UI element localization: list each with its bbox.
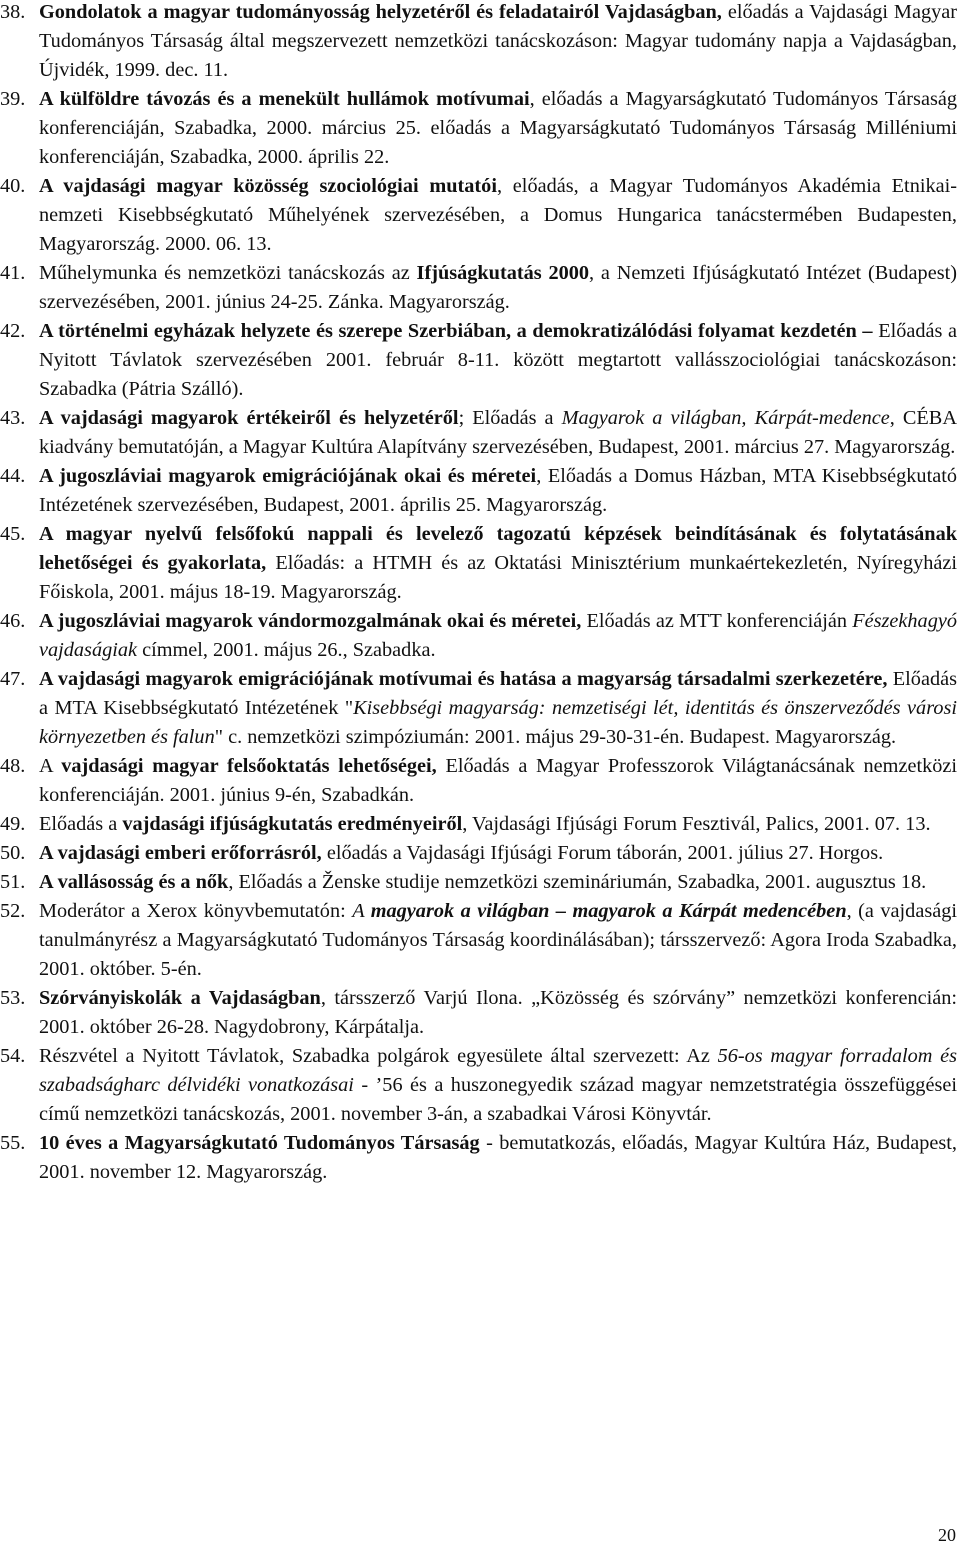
item-number: 52. xyxy=(0,900,26,922)
item-title: vajdasági ifjúságkutatás eredményeiről xyxy=(122,813,463,835)
list-item xyxy=(0,317,957,404)
item-number: 41. xyxy=(0,262,26,284)
item-text: előadás a Vajdasági Ifjúsági Forum táborán, 2001. július 27. Horgos. xyxy=(321,842,884,864)
item-text: , a Nemzeti Ifjúságkutató Intézet (Budapest) szervezésében, 2001. június 24-25. Zánka. Magyarország. xyxy=(39,262,957,313)
item-text: , előadás a Magyarságkutató Tudományos Társaság konferenciáján, Szabadka, 2000. március 25. előadás a Magyarságkutató Tudományos Társaság Milléniumi konferenciáján, Szabadka, 2000. április 22. xyxy=(39,88,957,168)
item-text: Előadás a Nyitott Távlatok szervezésében 2001. február 8-11. között megtartott vallásszociológiai tanácskozáson: Szabadka (Pátria Szálló). xyxy=(39,320,958,400)
item-text: Előadás a MTA Kisebbségkutató Intézetének " xyxy=(39,668,957,719)
item-text: Előadás a xyxy=(39,813,123,835)
item-number: 39. xyxy=(0,88,26,110)
item-text: , Előadás a Domus Házban, MTA Kisebbségkutató Intézetének szervezésében, Budapest, 2001. április 25. Magyarország. xyxy=(39,465,957,516)
item-text: Kisebbségi magyarság: nemzetiségi lét, identitás és önszerveződés városi környezetben és falun xyxy=(39,697,957,748)
item-text: Fészekhagyó vajdaságiak xyxy=(39,610,957,661)
list-item xyxy=(0,810,957,839)
list-item xyxy=(0,839,957,868)
item-text: , Előadás a Ženske studije nemzetközi szemináriumán, Szabadka, 2001. augusztus 18. xyxy=(228,871,927,893)
item-text: A xyxy=(352,900,371,922)
item-title: A történelmi egyházak helyzete és szerepe Szerbiában, a demokratizálódási folyamat kezdetén – xyxy=(39,320,873,342)
item-number: 48. xyxy=(0,755,26,777)
item-title: A vajdasági magyarok értékeiről és helyzetéről xyxy=(39,407,459,429)
item-text: , Vajdasági Ifjúsági Forum Fesztivál, Palics, 2001. 07. 13. xyxy=(462,813,931,835)
item-title: A jugoszláviai magyarok emigrációjának okai és méretei xyxy=(39,465,537,487)
item-title: vajdasági magyar felsőoktatás lehetőségei, xyxy=(61,755,437,777)
item-title: A vajdasági emberi erőforrásról, xyxy=(39,842,322,864)
item-text: Előadás az MTT konferenciáján xyxy=(581,610,853,632)
item-text: - ’56 és a huszonegyedik század magyar nemzetstratégia összefüggései című nemzetközi tanácskozás, 2001. november 3-án, a szabadkai Városi Könyvtár. xyxy=(39,1074,957,1125)
item-title: A vallásosság és a nők xyxy=(39,871,229,893)
item-number: 43. xyxy=(0,407,26,429)
list-item xyxy=(0,462,957,520)
list-item xyxy=(0,1042,957,1129)
item-title: A magyar nyelvű felsőfokú nappali és levelező tagozatú képzések beindításának és folytatásának lehetőségei és gyakorlata, xyxy=(39,523,957,574)
list-item xyxy=(0,752,957,810)
item-title: 10 éves a Magyarságkutató Tudományos Társaság xyxy=(39,1132,480,1154)
list-item xyxy=(0,259,957,317)
list-item xyxy=(0,404,957,462)
item-text: előadás a Vajdasági Magyar Tudományos Társaság által megszervezett nemzetközi tanácskozáson: Magyar tudomány napja a Vajdaságban, Újvidék, 1999. dec. 11. xyxy=(39,1,957,81)
list-item xyxy=(0,868,957,897)
item-number: 54. xyxy=(0,1045,26,1067)
list-item xyxy=(0,1129,957,1187)
item-text: " c. nemzetközi szimpóziumán: 2001. május 29-30-31-én. Budapest. Magyarország. xyxy=(214,726,897,748)
list-item xyxy=(0,897,957,984)
item-title: magyarok a világban – magyarok a Kárpát medencében xyxy=(370,900,847,922)
list-item xyxy=(0,665,957,752)
list-item xyxy=(0,984,957,1042)
item-text: , CÉBA kiadvány bemutatóján, a Magyar Kultúra Alapítvány szervezésében, Budapest, 2001. március 27. Magyarország. xyxy=(39,407,957,458)
item-text: 56-os magyar forradalom és szabadságharc délvidéki vonatkozásai xyxy=(39,1045,957,1096)
item-text: , (a vajdasági tanulmányrész a Magyarságkutató Tudományos Társaság koordinálásában); társszervező: Agora Iroda Szabadka, 2001. október. 5-én. xyxy=(39,900,957,980)
item-title: Ifjúságkutatás 2000 xyxy=(416,262,590,284)
item-text: , társszerző Varjú Ilona. „Közösség és szórvány” nemzetközi konferencián: 2001. október 26-28. Nagydobrony, Kárpátalja. xyxy=(39,987,957,1038)
page-number: 20 xyxy=(938,1525,956,1545)
item-number: 53. xyxy=(0,987,26,1009)
item-title: A jugoszláviai magyarok vándormozgalmának okai és méretei, xyxy=(39,610,582,632)
item-text: Részvétel a Nyitott Távlatok, Szabadka polgárok egyesülete által szervezett: Az xyxy=(39,1045,718,1067)
item-text: Moderátor a Xerox könyvbemutatón: xyxy=(39,900,353,922)
item-text: Műhelymunka és nemzetközi tanácskozás az xyxy=(39,262,417,284)
item-text: ; Előadás a xyxy=(458,407,562,429)
item-title: A vajdasági magyarok emigrációjának motívumai és hatása a magyarság társadalmi szerkezetére, xyxy=(39,668,888,690)
list-item xyxy=(0,0,957,85)
item-title: Szórványiskolák a Vajdaságban xyxy=(39,987,321,1009)
item-text: A xyxy=(39,755,62,777)
item-title: A vajdasági magyar közösség szociológiai mutatói xyxy=(39,175,497,197)
item-number: 44. xyxy=(0,465,26,487)
item-text: Előadás: a HTMH és az Oktatási Minisztérium munkaértekezletén, Nyíregyházi Főiskola, 2001. május 18-19. Magyarország. xyxy=(39,552,957,603)
item-text: - bemutatkozás, előadás, Magyar Kultúra Ház, Budapest, 2001. november 12. Magyarország. xyxy=(39,1132,957,1183)
list-item xyxy=(0,520,957,607)
item-number: 50. xyxy=(0,842,26,864)
item-number: 55. xyxy=(0,1132,26,1154)
item-number: 47. xyxy=(0,668,26,690)
list-item xyxy=(0,172,957,259)
item-number: 42. xyxy=(0,320,26,342)
item-text: , előadás, a Magyar Tudományos Akadémia Etnikai-nemzeti Kisebbségkutató Műhelyének szervezésében, a Domus Hungarica tanácstermében Budapesten, Magyarország. 2000. 06. 13. xyxy=(39,175,957,255)
item-title: Gondolatok a magyar tudományosság helyzetéről és feladatairól Vajdaságban, xyxy=(39,1,722,23)
item-number: 38. xyxy=(0,1,26,23)
item-number: 46. xyxy=(0,610,26,632)
item-number: 49. xyxy=(0,813,26,835)
item-number: 51. xyxy=(0,871,26,893)
list-item xyxy=(0,85,957,172)
list-item xyxy=(0,607,957,665)
item-title: A külföldre távozás és a menekült hullámok motívumai xyxy=(39,88,530,110)
item-text: Magyarok a világban, Kárpát-medence xyxy=(561,407,890,429)
item-number: 40. xyxy=(0,175,26,197)
item-text: Előadás a Magyar Professzorok Világtanácsának nemzetközi konferenciáján. 2001. június 9-én, Szabadkán. xyxy=(39,755,958,806)
item-number: 45. xyxy=(0,523,26,545)
item-text: címmel, 2001. május 26., Szabadka. xyxy=(137,639,436,661)
